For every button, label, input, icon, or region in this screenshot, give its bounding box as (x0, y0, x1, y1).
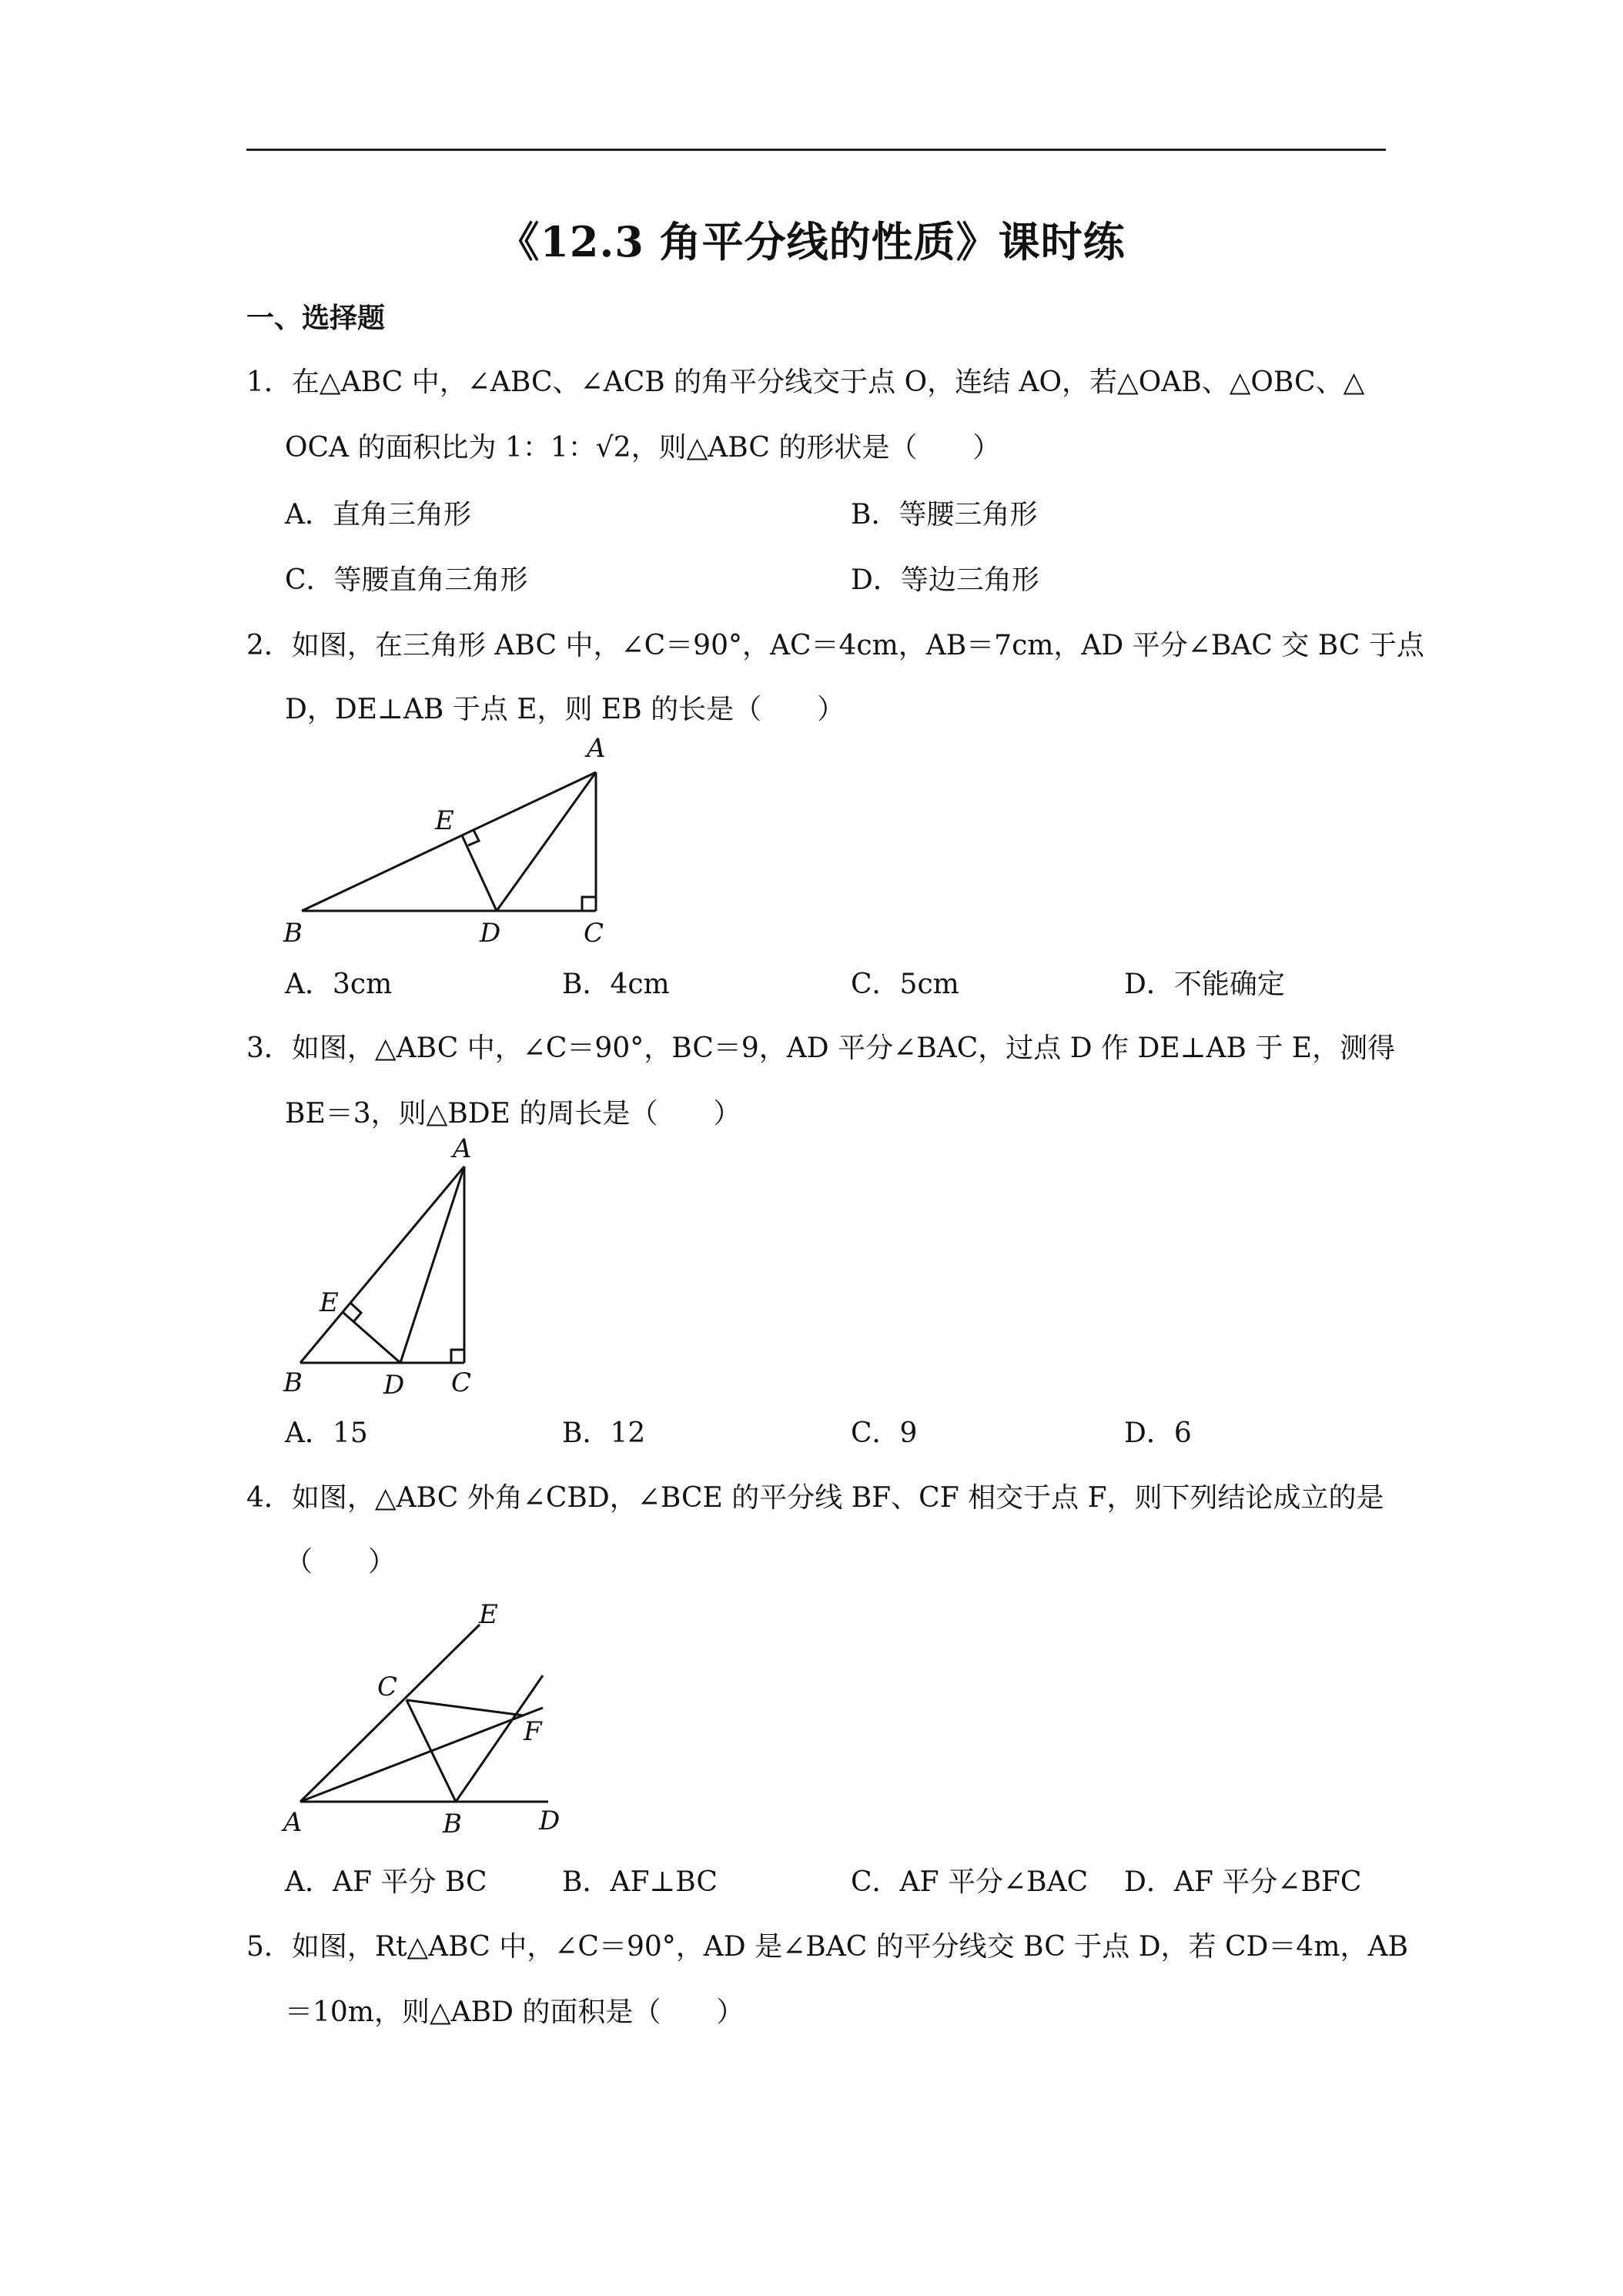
q4-label-b: B (443, 1809, 462, 1839)
q4-label-d: D (539, 1806, 561, 1836)
q3-label-a: A (453, 1133, 472, 1164)
q2-option-a: A．3cm (285, 969, 393, 1000)
q4-option-a: A．AF 平分 BC (285, 1866, 487, 1898)
q1-option-c: C．等腰直角三角形 (285, 564, 528, 596)
q2-label-a: A (587, 733, 606, 764)
q1-option-b: B．等腰三角形 (851, 499, 1038, 530)
q4-segment-cf (407, 1700, 524, 1715)
q5-line2: ＝10m，则△ABD 的面积是（ ） (285, 1996, 745, 2028)
q1-option-d: D．等边三角形 (851, 564, 1039, 596)
q3-option-c: C．9 (851, 1417, 918, 1449)
q3-label-e: E (320, 1287, 339, 1318)
q2-label-c: C (584, 918, 604, 949)
q2-figure (277, 735, 624, 951)
q5-line1: 5．如图，Rt△ABC 中，∠C＝90°，AD 是∠BAC 的平分线交 BC 于点 D，若 CD＝4m，AB (246, 1931, 1408, 1963)
q4-ray-ae (300, 1625, 480, 1802)
q3-label-c: C (451, 1367, 472, 1398)
q2-label-e: E (435, 805, 454, 836)
q4-line1: 4．如图，△ABC 外角∠CBD，∠BCE 的平分线 BF、CF 相交于点 F，则下列结论成立的是 (246, 1482, 1384, 1514)
q3-option-a: A．15 (285, 1417, 368, 1449)
q3-line2: BE＝3，则△BDE 的周长是（ ） (285, 1098, 741, 1130)
header-rule (246, 149, 1386, 151)
q3-segment-ab (300, 1166, 464, 1363)
q4-label-a: A (283, 1807, 303, 1838)
q3-right-angle-c (451, 1350, 464, 1363)
q2-line2: D，DE⊥AB 于点 E，则 EB 的长是（ ） (285, 694, 845, 725)
q2-segment-de (462, 835, 497, 911)
q3-figure (277, 1133, 508, 1401)
q4-segment-af (300, 1708, 543, 1802)
q1-line2: OCA 的面积比为 1：1：√2，则△ABC 的形状是（ ） (285, 432, 1001, 464)
q4-option-c: C．AF 平分∠BAC (851, 1866, 1089, 1898)
q3-segment-ad (400, 1166, 464, 1363)
q3-line1: 3．如图，△ABC 中，∠C＝90°，BC＝9，AD 平分∠BAC，过点 D 作 DE⊥AB 于 E，测得 (246, 1033, 1396, 1064)
q2-option-b: B．4cm (562, 969, 670, 1000)
q2-option-d: D．不能确定 (1124, 969, 1285, 1000)
q2-segment-ab (302, 772, 596, 911)
q3-option-d: D．6 (1124, 1417, 1192, 1449)
q1-line1: 1．在△ABC 中，∠ABC、∠ACB 的角平分线交于点 O，连结 AO，若△OAB、△OBC、△ (246, 366, 1365, 398)
page-title: 《12.3 角平分线的性质》课时练 (497, 217, 1126, 266)
q4-label-e: E (479, 1599, 498, 1630)
section-heading: 一、选择题 (246, 302, 386, 334)
q2-label-b: B (283, 918, 303, 949)
q3-segment-de (343, 1313, 400, 1363)
q3-label-d: D (383, 1370, 405, 1401)
q2-segment-ad (497, 772, 596, 911)
q4-label-c: C (377, 1672, 398, 1702)
q3-label-b: B (283, 1367, 303, 1398)
q2-right-angle-c (582, 897, 596, 911)
q4-option-d: D．AF 平分∠BFC (1124, 1866, 1362, 1898)
q2-option-c: C．5cm (851, 969, 959, 1000)
q1-option-a: A．直角三角形 (285, 499, 471, 530)
q4-figure (277, 1594, 601, 1840)
q2-line1: 2．如图，在三角形 ABC 中，∠C＝90°，AC＝4cm，AB＝7cm，AD 平分∠BAC 交 BC 于点 (246, 630, 1424, 661)
q4-label-f: F (524, 1716, 542, 1747)
q4-option-b: B．AF⊥BC (562, 1866, 718, 1898)
q4-line2: （ ） (285, 1546, 397, 1578)
q3-option-b: B．12 (562, 1417, 646, 1449)
q2-label-d: D (480, 918, 501, 949)
q3-right-angle-e (351, 1304, 361, 1322)
